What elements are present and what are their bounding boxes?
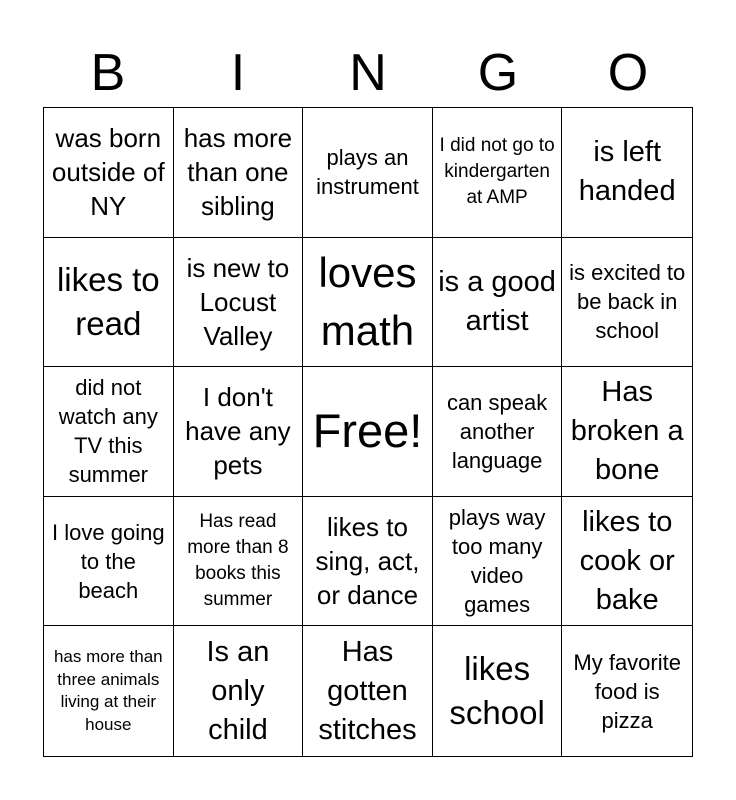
cell-text: plays an instrument [316, 145, 419, 200]
bingo-cell[interactable] [303, 238, 433, 368]
cell-text: Is an only child [206, 635, 270, 746]
bingo-cell[interactable] [562, 626, 692, 756]
bingo-cell[interactable] [562, 238, 692, 368]
header-letter-i: I [230, 44, 246, 102]
cell-text: is a good artist [438, 265, 556, 337]
bingo-cell[interactable] [174, 367, 304, 497]
bingo-header [43, 38, 693, 108]
cell-text: was born outside of NY [51, 123, 165, 222]
bingo-cell[interactable] [44, 367, 174, 497]
bingo-cell[interactable] [562, 108, 692, 238]
bingo-cell[interactable] [303, 497, 433, 627]
cell-text: likes school [449, 650, 545, 732]
cell-text: My favorite food is pizza [573, 649, 681, 733]
bingo-cell[interactable] [174, 238, 304, 368]
cell-text: I don't have any pets [185, 382, 291, 481]
bingo-cell[interactable] [562, 497, 692, 627]
cell-text: has more than three animals living at their house [53, 647, 163, 734]
cell-text: loves math [318, 248, 417, 354]
bingo-cell[interactable] [303, 108, 433, 238]
bingo-cell[interactable] [562, 367, 692, 497]
header-letter-n: N [349, 44, 387, 102]
bingo-cell[interactable] [44, 108, 174, 238]
bingo-cell[interactable] [433, 367, 563, 497]
bingo-cell[interactable] [303, 626, 433, 756]
cell-text: I love going to the beach [52, 519, 165, 603]
cell-text: is left handed [578, 136, 676, 208]
bingo-cell[interactable] [433, 238, 563, 368]
bingo-cell[interactable] [44, 238, 174, 368]
bingo-cell[interactable] [44, 497, 174, 627]
bingo-cell[interactable] [174, 108, 304, 238]
bingo-cell[interactable] [174, 497, 304, 627]
cell-text: likes to read [56, 260, 160, 342]
free-space-text: Free! [312, 404, 423, 458]
bingo-cell[interactable] [433, 497, 563, 627]
free-space[interactable] [303, 367, 433, 497]
bingo-board [43, 107, 693, 757]
header-letter-b: B [90, 44, 126, 102]
header-letter-g: G [477, 44, 519, 102]
bingo-cell[interactable] [44, 626, 174, 756]
cell-text: did not watch any TV this summer [58, 375, 158, 488]
cell-text: likes to sing, act, or dance [315, 512, 420, 611]
cell-text: likes to cook or bake [579, 505, 675, 616]
cell-text: plays way too many video games [448, 505, 546, 618]
header-letter-o: O [607, 44, 649, 102]
bingo-cell[interactable] [433, 108, 563, 238]
cell-text: Has gotten stitches [318, 635, 417, 746]
cell-text: I did not go to kindergarten at AMP [439, 135, 555, 209]
cell-text: has more than one sibling [183, 123, 293, 222]
bingo-cell[interactable] [174, 626, 304, 756]
cell-text: is excited to be back in school [569, 260, 686, 344]
cell-text: Has read more than 8 books this summer [187, 511, 289, 611]
bingo-cell[interactable] [433, 626, 563, 756]
cell-text: Has broken a bone [570, 375, 684, 486]
cell-text: is new to Locust Valley [186, 252, 290, 351]
cell-text: can speak another language [446, 389, 548, 473]
